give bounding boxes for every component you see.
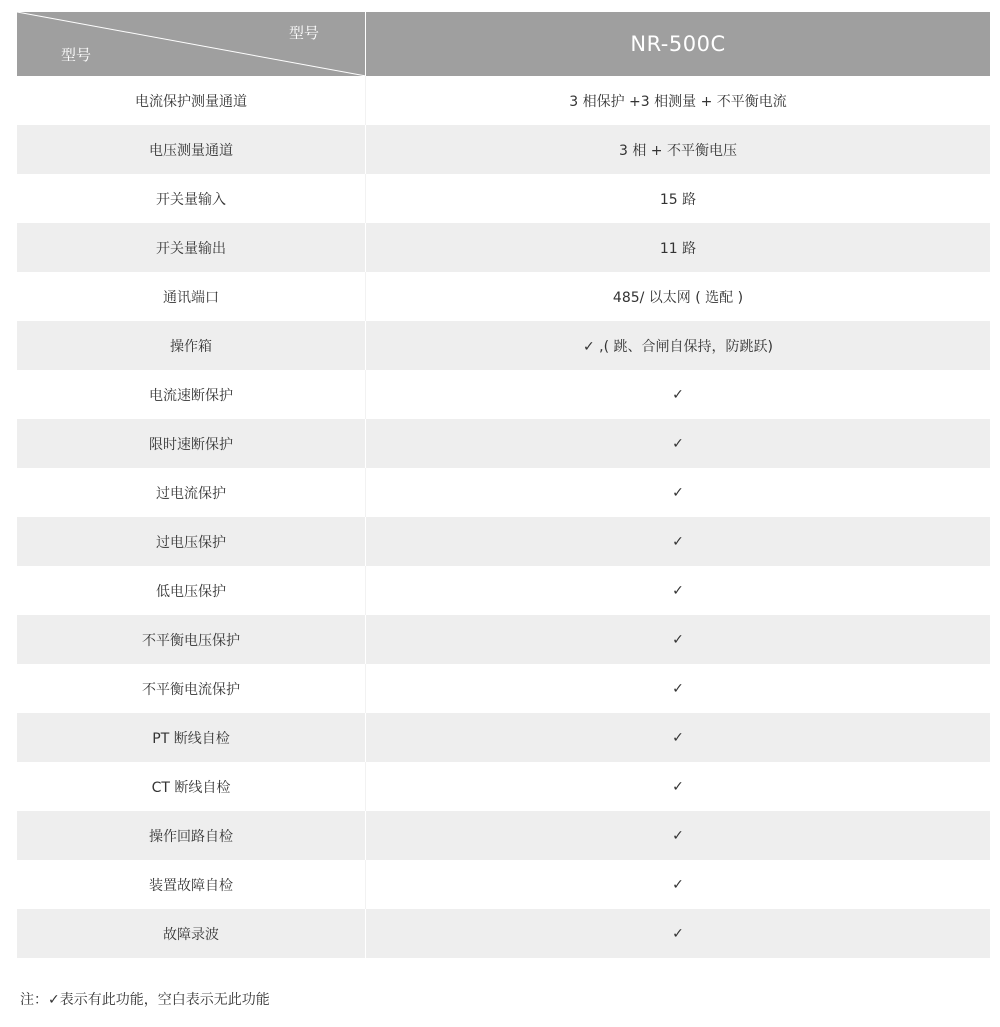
row-value: 3 相 + 不平衡电压 (619, 142, 737, 159)
table-row (17, 174, 990, 223)
row-label: 故障录波 (17, 909, 366, 958)
row-value: ✓ (672, 729, 684, 746)
row-value: 15 路 (659, 191, 697, 208)
row-label: 电流速断保护 (17, 370, 366, 419)
table-row (17, 860, 990, 909)
row-label: 电压测量通道 (17, 125, 366, 174)
header-corner-top-label: 型号 (288, 24, 319, 42)
row-value: ✓ (672, 876, 684, 893)
table-row (17, 76, 990, 125)
header-model-name: NR-500C (630, 32, 726, 56)
spec-table (17, 12, 990, 958)
row-label: 开关量输出 (17, 223, 366, 272)
table-row (17, 615, 990, 664)
table-row (17, 664, 990, 713)
row-value: 485/ 以太网 ( 选配 ) (612, 289, 744, 306)
table-header (17, 12, 990, 76)
row-value: ✓ ,( 跳、合闸自保持，防跳跃) (582, 338, 773, 355)
table-row (17, 811, 990, 860)
row-label: 装置故障自检 (17, 860, 366, 909)
row-label: 过电流保护 (17, 468, 366, 517)
row-value: ✓ (672, 435, 684, 452)
table-row (17, 517, 990, 566)
row-value: ✓ (672, 631, 684, 648)
header-corner-bottom-label: 型号 (61, 46, 92, 64)
row-value: ✓ (672, 680, 684, 697)
row-label: 不平衡电流保护 (17, 664, 366, 713)
row-label: 电流保护测量通道 (17, 76, 366, 125)
row-value: ✓ (672, 827, 684, 844)
table-row (17, 762, 990, 811)
row-label: 过电压保护 (17, 517, 366, 566)
row-label: 低电压保护 (17, 566, 366, 615)
row-value: ✓ (672, 484, 684, 501)
header-corner-cell (17, 12, 366, 76)
row-label: 操作箱 (17, 321, 366, 370)
row-value: 11 路 (659, 240, 697, 257)
row-label: PT 断线自检 (17, 713, 366, 762)
row-label: CT 断线自检 (17, 762, 366, 811)
row-label: 不平衡电压保护 (17, 615, 366, 664)
footnote: 注：✓表示有此功能，空白表示无此功能 (20, 992, 270, 1008)
table-row (17, 321, 990, 370)
diagonal-divider (17, 12, 366, 76)
table-row (17, 468, 990, 517)
table-row (17, 125, 990, 174)
row-value: 3 相保护 +3 相测量 + 不平衡电流 (569, 93, 787, 110)
row-label: 通讯端口 (17, 272, 366, 321)
table-row (17, 419, 990, 468)
row-label: 开关量输入 (17, 174, 366, 223)
table-row (17, 370, 990, 419)
table-row (17, 566, 990, 615)
table-body (17, 76, 990, 958)
row-label: 操作回路自检 (17, 811, 366, 860)
row-value: ✓ (672, 925, 684, 942)
row-value: ✓ (672, 386, 684, 403)
row-value: ✓ (672, 533, 684, 550)
row-value: ✓ (672, 778, 684, 795)
table-row (17, 272, 990, 321)
table-row (17, 713, 990, 762)
row-value: ✓ (672, 582, 684, 599)
row-label: 限时速断保护 (17, 419, 366, 468)
table-row (17, 223, 990, 272)
table-row (17, 909, 990, 958)
